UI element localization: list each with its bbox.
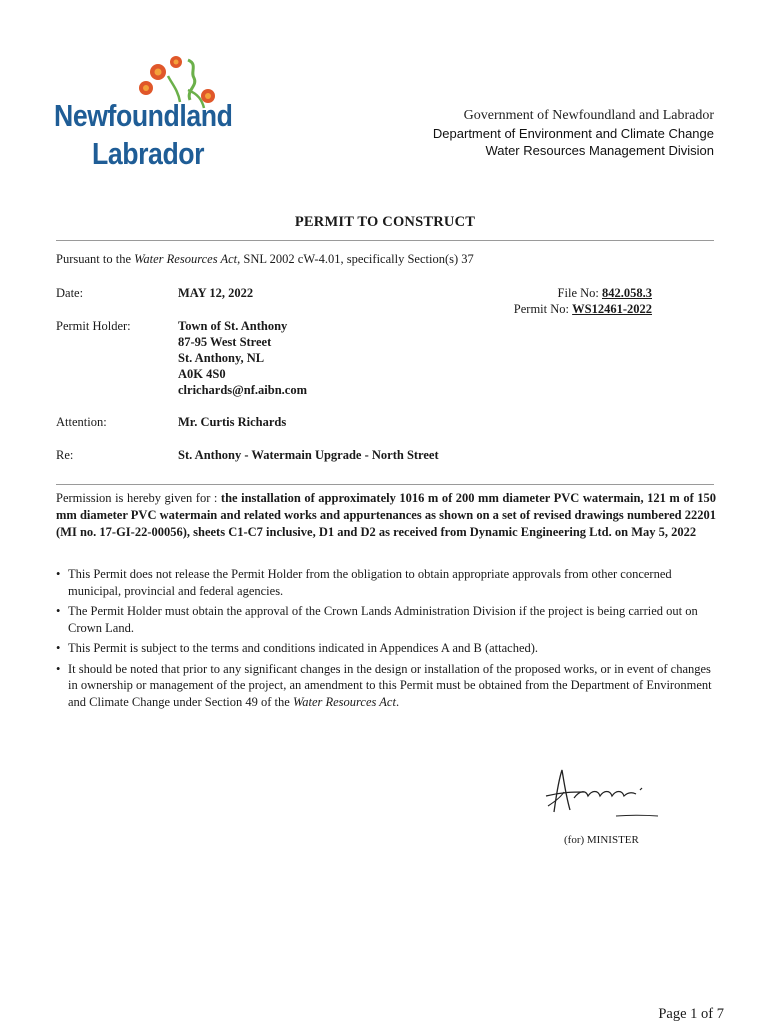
pursuant-prefix: Pursuant to the (56, 252, 135, 266)
pursuant-suffix: , SNL 2002 cW-4.01, specifically Section(s) 37 (237, 252, 474, 266)
division-name: Water Resources Management Division (485, 143, 714, 158)
attention-label: Attention: (56, 415, 107, 429)
issuer-block (433, 108, 714, 158)
date-label: Date: (56, 286, 84, 300)
logo-wordmark-line1: Newfoundland (54, 98, 233, 133)
re-label: Re: (56, 448, 74, 462)
condition-item: • The Permit Holder must obtain the approval of the Crown Lands Administration Division if the project is being carried out on Crown Land. (56, 603, 716, 636)
department-name: Department of Environment and Climate Change (432, 126, 714, 141)
conditions-list (56, 566, 716, 714)
condition-item: • This Permit is subject to the terms and conditions indicated in Appendices A and B (attached). (56, 640, 716, 657)
government-logo (54, 56, 264, 176)
permit-no-label: Permit No: (513, 302, 573, 316)
logo-wordmark-line2: Labrador (92, 136, 205, 171)
signature-caption: (for) MINISTER (564, 834, 639, 846)
permission-description: the installation of approximately 1016 m of 200 mm diameter PVC watermain, 121 m of 150 mm diameter PVC watermain and related works and appurtenances as shown on a set of revised drawings numbered 22201 (MI no. 17-GI-22-00056), sheets C1-C7 inclusive, D1 and D2 as received from Dynamic Engineering Ltd. on May 5, 2022 (56, 491, 717, 539)
file-no-label: File No: (557, 286, 602, 300)
permission-statement (56, 490, 716, 541)
holder-email: clrichards@nf.aibn.com (178, 383, 307, 397)
divider (56, 240, 714, 241)
act-name: Water Resources Act (134, 252, 238, 266)
page-title: PERMIT TO CONSTRUCT (294, 214, 476, 230)
divider (56, 484, 714, 485)
pursuant-statement (56, 251, 474, 267)
attention-value: Mr. Curtis Richards (178, 415, 287, 429)
permission-intro: Permission is hereby given for : (56, 491, 221, 505)
permit-holder-address (178, 318, 307, 398)
permit-holder-label: Permit Holder: (56, 319, 131, 333)
government-name: Government of Newfoundland and Labrador (463, 108, 714, 123)
holder-postal-code: A0K 4S0 (178, 367, 226, 381)
date-value: MAY 12, 2022 (178, 286, 254, 300)
condition-end: . (395, 694, 400, 709)
condition-text: It should be noted that prior to any significant changes in the design or installation of the proposed works, or in event of changes in ownership or management of the project, an amendment to this Permit must be obtained from the Department of Environment and Climate Change under Section 49 of the (68, 661, 712, 709)
holder-name: Town of St. Anthony (178, 319, 288, 333)
page-number: Page 1 of 7 (658, 1006, 724, 1022)
file-reference (514, 285, 652, 317)
permit-no-value: WS12461-2022 (572, 302, 652, 316)
condition-item (56, 661, 716, 711)
act-name: Water Resources Act (292, 694, 396, 709)
file-no-value: 842.058.3 (602, 286, 652, 300)
holder-street: 87-95 West Street (178, 335, 272, 349)
re-value: St. Anthony - Watermain Upgrade - North Street (178, 448, 439, 462)
condition-item: • This Permit does not release the Permit Holder from the obligation to obtain appropriate approvals from other concerned municipal, provincial and federal agencies. (56, 566, 716, 599)
holder-city: St. Anthony, NL (178, 351, 265, 365)
handwritten-signature (540, 762, 660, 824)
